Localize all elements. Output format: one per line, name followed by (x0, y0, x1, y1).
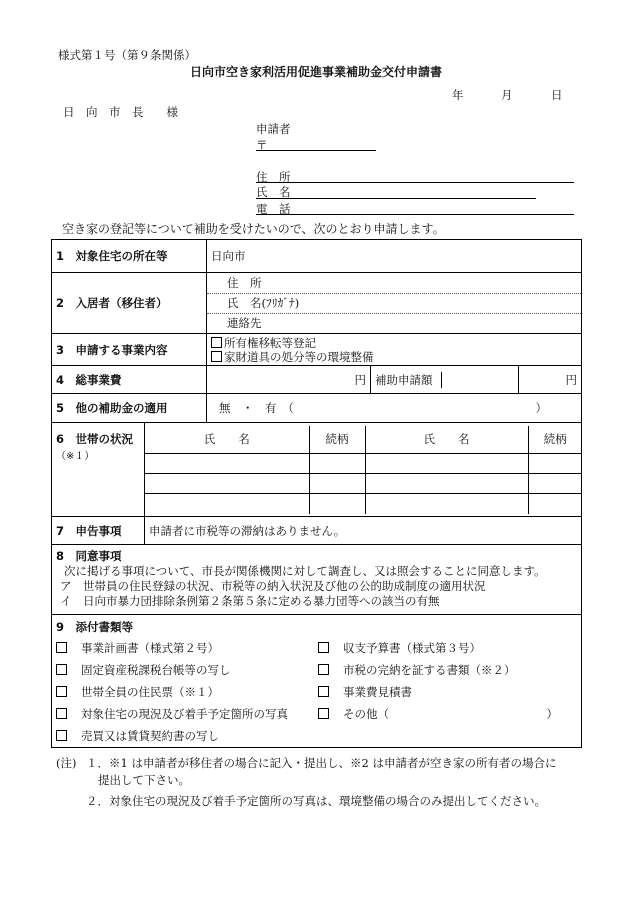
attachment-item[interactable]: 事業計画書（様式第２号） (56, 637, 318, 659)
checkbox[interactable] (211, 351, 222, 362)
name-label: 氏 名 (256, 185, 291, 199)
form-title: 日向市空き家利活用促進事業補助金交付申請書 (190, 65, 443, 79)
checkbox[interactable] (56, 664, 67, 675)
attachment-item[interactable]: 対象住宅の現況及び着手予定箇所の写真 (56, 703, 318, 725)
phone-field[interactable] (256, 214, 574, 215)
attachment-item[interactable]: 売買又は賃貸契約書の写し (56, 725, 318, 747)
row5-label: 5 他の補助金の適用 (52, 394, 207, 423)
other-subsidy-field[interactable]: 無 ・ 有 （ ） (207, 394, 582, 423)
note-1-cont: 提出して下さい。 (98, 773, 190, 787)
checkbox[interactable] (318, 708, 329, 719)
row2-label: 2 入居者（移住者） (52, 273, 207, 334)
household-cell[interactable] (365, 454, 528, 474)
date-month: 月 (501, 88, 513, 102)
phone-label: 電 話 (256, 202, 291, 216)
household-cell[interactable] (145, 474, 309, 494)
form-number: 様式第１号（第９条関係） (58, 48, 196, 62)
household-col-relation: 続柄 (309, 426, 365, 454)
checkbox[interactable] (56, 642, 67, 653)
note-1: １．※1 は申請者が移住者の場合に記入・提出し、※2 は申請者が空き家の所有者の場合に (86, 756, 557, 770)
option-registration[interactable]: 所有権移転等登記 (211, 336, 577, 350)
checkbox[interactable] (318, 642, 329, 653)
household-cell[interactable] (365, 494, 528, 514)
household-col-name2: 氏 名 (365, 426, 528, 454)
resident-name-field[interactable]: 氏 名(ﾌﾘｶﾞﾅ) (207, 294, 581, 314)
intro-text: 空き家の登記等について補助を受けたいので、次のとおり申請します。 (62, 222, 445, 236)
application-table (51, 239, 582, 748)
notes-prefix: (注) (56, 756, 77, 770)
row4-label: 4 総事業費 (52, 366, 207, 394)
attachment-item[interactable]: 収支予算書（様式第３号） (318, 637, 576, 659)
postal-field[interactable] (256, 150, 376, 151)
postal-mark: 〒 (256, 138, 268, 152)
row6-label: 6 世帯の状況 (56, 432, 134, 446)
row9-label: 9 添付書類等 (56, 620, 134, 634)
checkbox[interactable] (56, 708, 67, 719)
attachment-item[interactable]: 市税の完納を証する書類（※２） (318, 659, 576, 681)
attachment-item[interactable]: 固定資産税課税台帳等の写し (56, 659, 318, 681)
attachments-right (318, 637, 576, 747)
household-col-relation2: 続柄 (543, 432, 567, 447)
household-col-name: 氏 名 (145, 426, 309, 454)
address-field[interactable] (256, 182, 574, 183)
attachment-item[interactable]: 事業費見積書 (318, 681, 576, 703)
row1-label: 1 対象住宅の所在等 (52, 240, 207, 273)
checkbox[interactable] (56, 686, 67, 697)
household-cell[interactable] (528, 454, 582, 474)
row7-label: 7 申告事項 (52, 517, 145, 545)
household-cell[interactable] (309, 474, 365, 494)
attachment-item[interactable]: 世帯全員の住民票（※１） (56, 681, 318, 703)
row6-note: （※１） (56, 451, 95, 462)
declaration-text: 申請者に市税等の滞納はありません。 (145, 517, 582, 545)
household-cell[interactable] (145, 454, 309, 474)
note-2: ２．対象住宅の現況及び着手予定箇所の写真は、環境整備の場合のみ提出してください。 (86, 794, 546, 808)
name-field[interactable] (256, 198, 536, 199)
consent-item-b: イ 日向市暴力団排除条例第２条第５条に定める暴力団等への該当の有無 (60, 594, 440, 608)
household-cell[interactable] (309, 454, 365, 474)
household-cell[interactable] (145, 494, 309, 514)
household-cell[interactable] (528, 494, 582, 514)
consent-text: 次に掲げる事項について、市長が関係機関に対して調査し、又は照会することに同意します。 (64, 564, 546, 578)
resident-contact-field[interactable]: 連絡先 (227, 316, 262, 330)
consent-item-a: ア 世帯員の住民登録の状況、市税等の納入状況及び他の公的助成制度の適用状況 (60, 579, 486, 593)
household-cell[interactable] (365, 474, 528, 494)
attachments-left (56, 637, 318, 747)
total-cost-field[interactable]: 円 (207, 366, 371, 394)
address-label: 住 所 (256, 170, 291, 184)
subsidy-amount-field[interactable]: 円 (519, 366, 582, 394)
row1-location-field[interactable]: 日向市 (207, 240, 582, 273)
subsidy-request-label: 補助申請額 (371, 372, 442, 388)
option-environment[interactable]: 家財道具の処分等の環境整備 (211, 350, 577, 364)
household-cell[interactable] (309, 494, 365, 514)
applicant-label: 申請者 (256, 122, 291, 136)
checkbox[interactable] (211, 337, 222, 348)
checkbox[interactable] (318, 664, 329, 675)
date-day: 日 (551, 88, 563, 102)
household-cell[interactable] (528, 474, 582, 494)
resident-address-field[interactable]: 住 所 (207, 273, 581, 294)
attachment-item-other[interactable]: その他（ ） (318, 703, 576, 725)
checkbox[interactable] (56, 730, 67, 741)
checkbox[interactable] (318, 686, 329, 697)
date-year: 年 (452, 88, 464, 102)
row8-label: 8 同意事項 (56, 549, 122, 563)
household-table (145, 426, 582, 514)
row3-label: 3 申請する事業内容 (52, 334, 207, 366)
addressee: 日 向 市 長 様 (63, 105, 178, 119)
